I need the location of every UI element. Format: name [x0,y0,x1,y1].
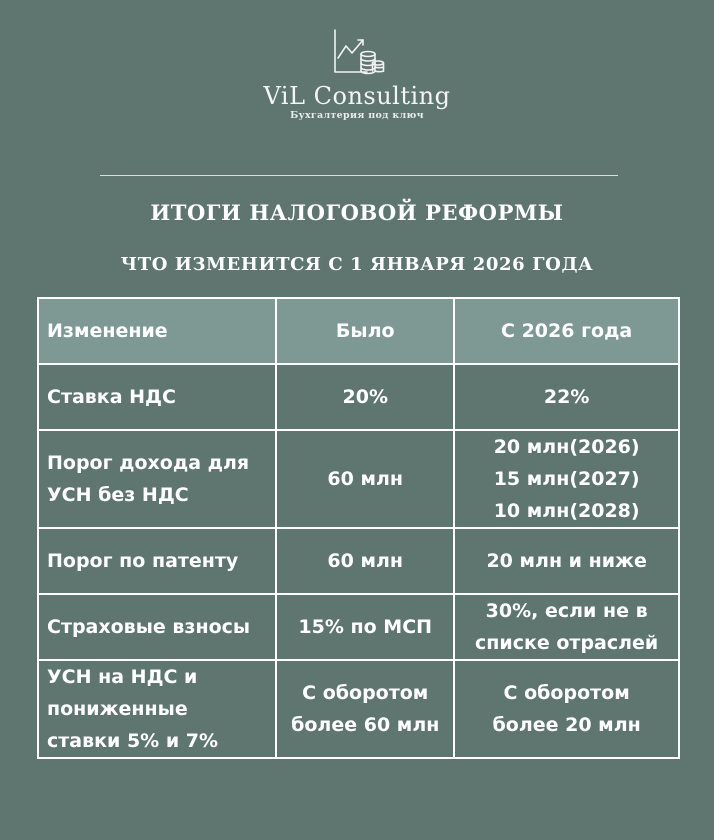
chart-coins-logo-icon [327,28,387,80]
cell-after: 30%, если не в списке отраслей [454,594,679,660]
cell-after: 22% [454,364,679,430]
cell-before: 60 млн [276,528,454,594]
brand-tagline: Бухгалтерия под ключ [290,110,424,121]
table-header-row [38,298,679,364]
cell-before: 60 млн [276,430,454,528]
cell-after: 20 млн и ниже [454,528,679,594]
table-row [38,528,679,594]
table-row [38,660,679,758]
reform-table [37,297,680,759]
table-row [38,430,679,528]
page-subtitle: ЧТО ИЗМЕНИТСЯ С 1 ЯНВАРЯ 2026 ГОДА [120,254,594,275]
cell-before: 15% по МСП [276,594,454,660]
cell-before: 20% [276,364,454,430]
cell-before: С оборотом более 60 млн [276,660,454,758]
cell-change: Страховые взносы [38,594,276,660]
cell-change: УСН на НДС и пониженные ставки 5% и 7% [38,660,276,758]
header-before: Было [276,298,454,364]
logo [0,28,714,121]
brand-name: ViL Consulting [263,82,451,110]
cell-change: Порог по патенту [38,528,276,594]
page-title: ИТОГИ НАЛОГОВОЙ РЕФОРМЫ [150,200,564,225]
cell-change: Ставка НДС [38,364,276,430]
table-row [38,594,679,660]
cell-after: С оборотом более 20 млн [454,660,679,758]
cell-change: Порог дохода для УСН без НДС [38,430,276,528]
header-after: С 2026 года [454,298,679,364]
divider [100,175,618,176]
cell-after: 20 млн(2026) 15 млн(2027) 10 млн(2028) [454,430,679,528]
header-change: Изменение [38,298,276,364]
table-row [38,364,679,430]
